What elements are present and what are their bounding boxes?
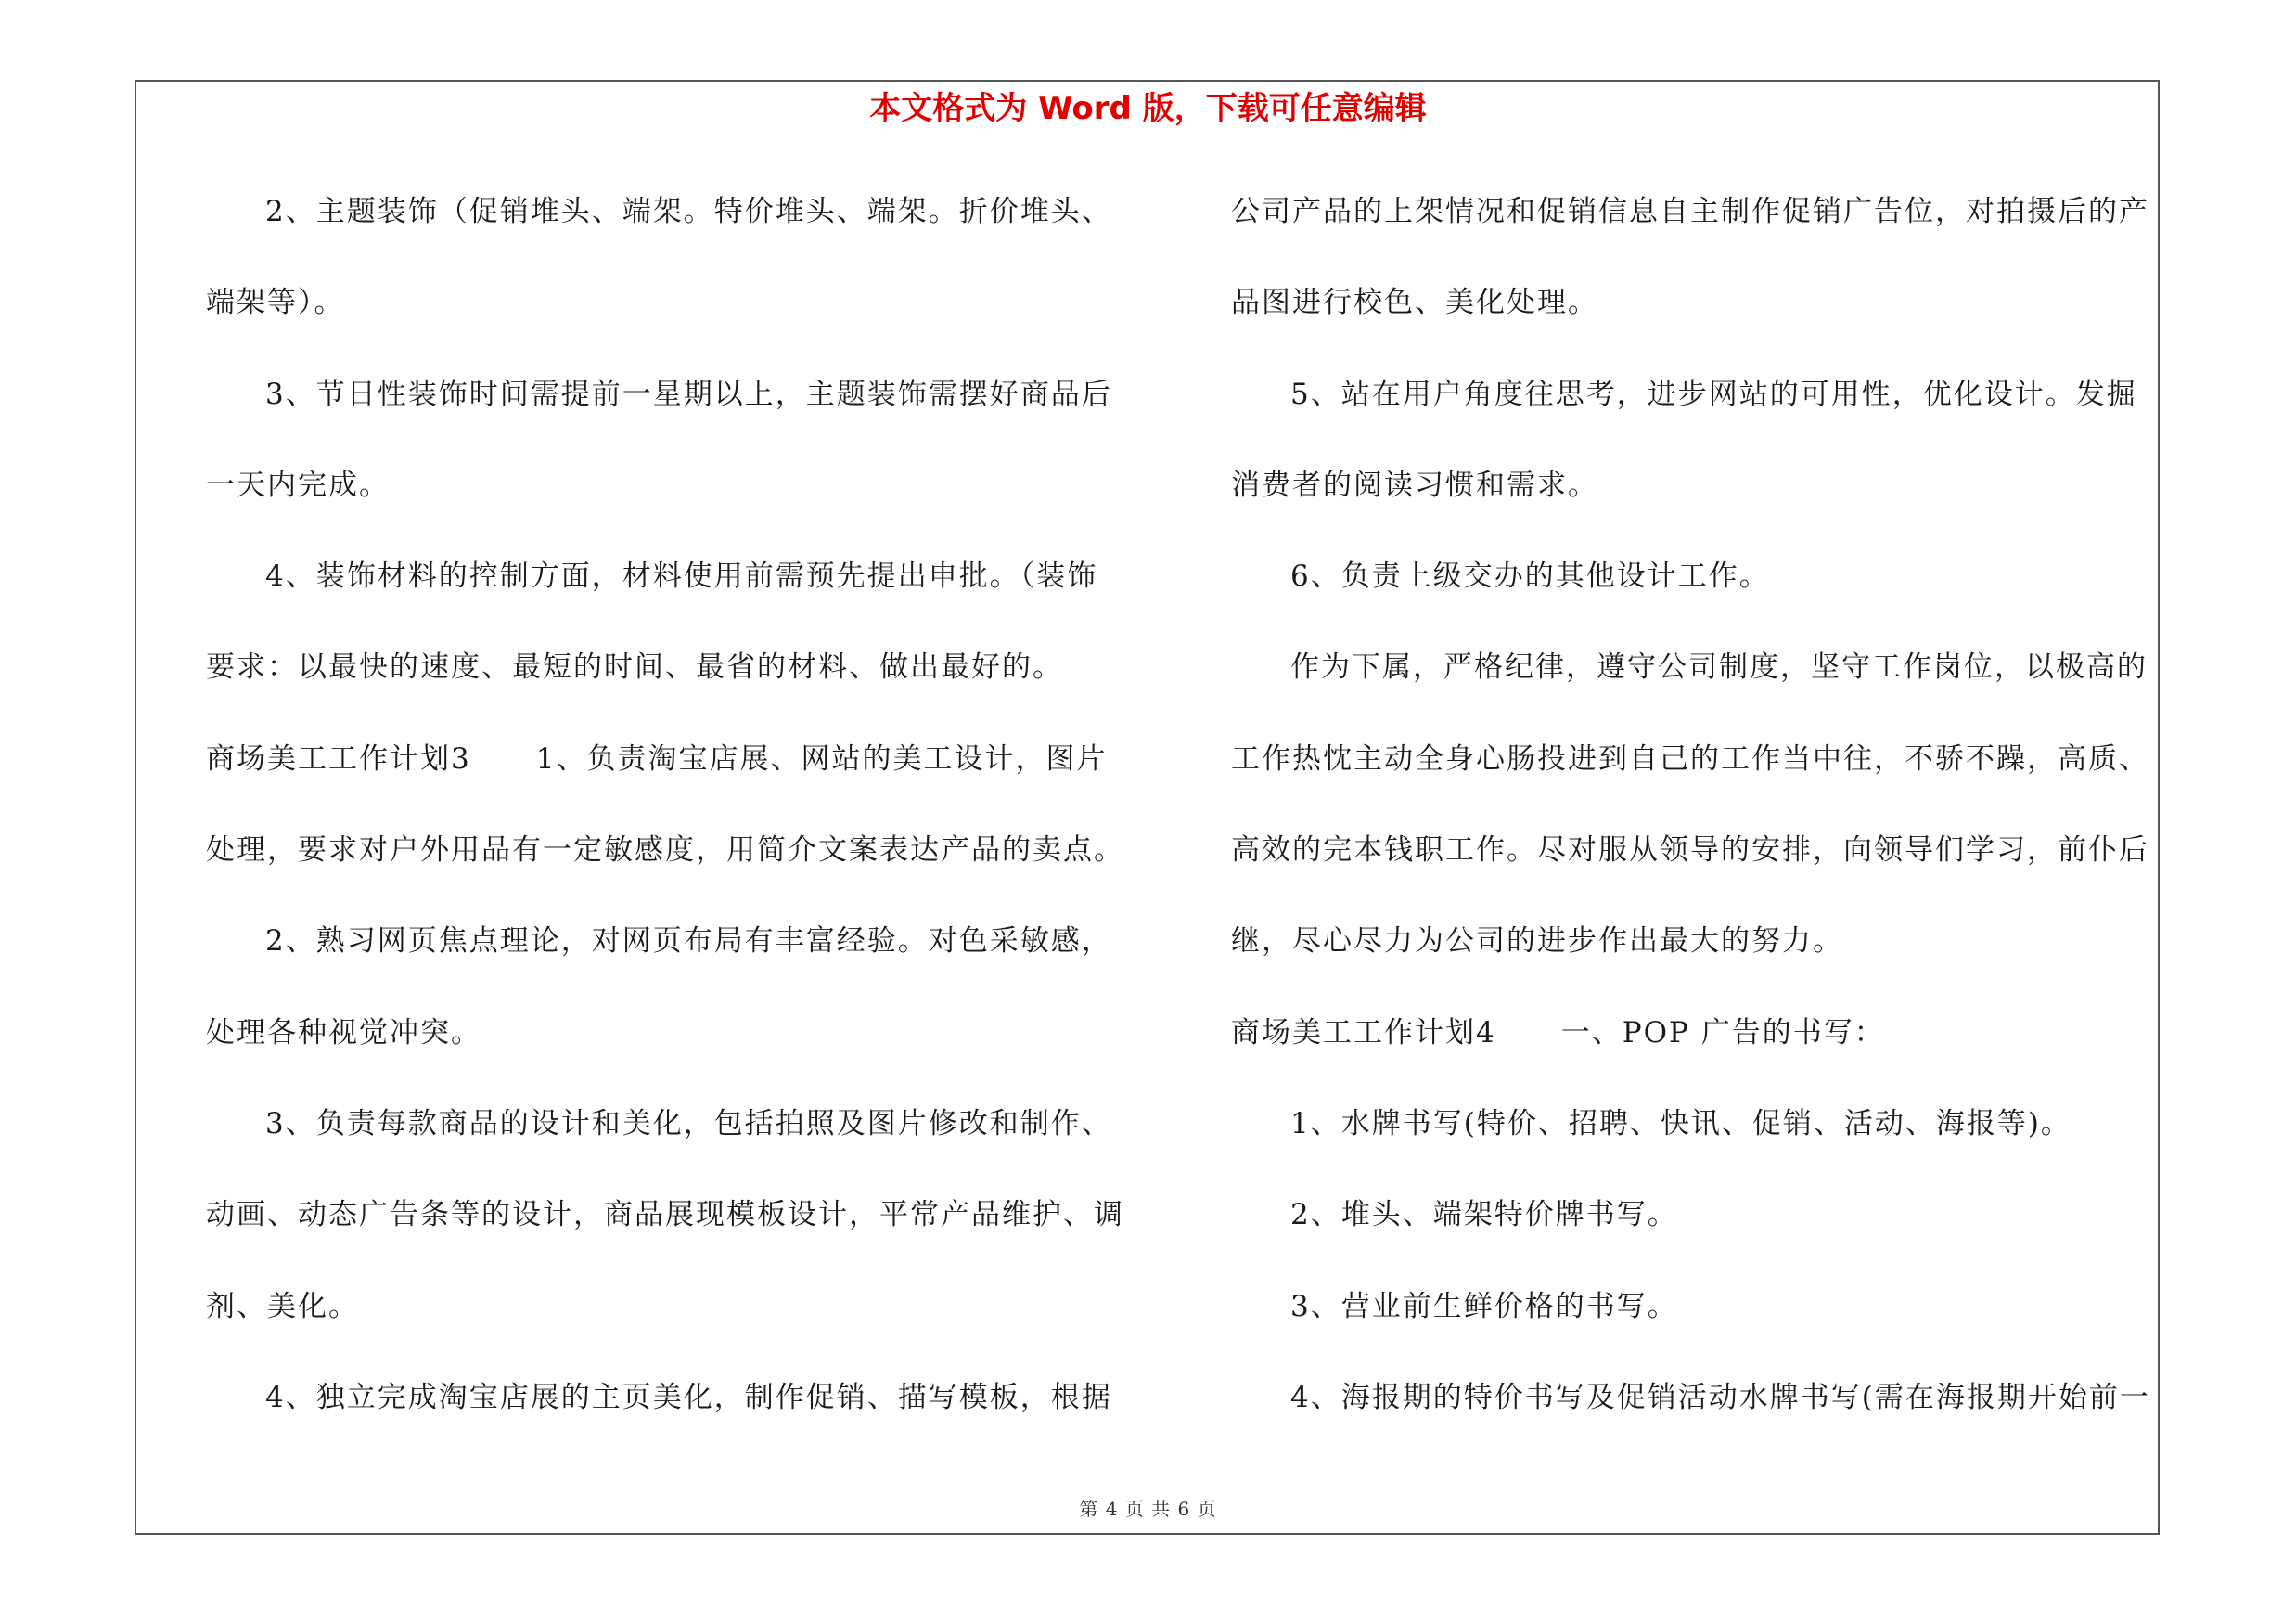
line-text: 端架等）。: [206, 286, 345, 320]
text-line: [206, 546, 1145, 637]
line-text: 消费者的阅读习惯和需求。: [1231, 468, 1598, 502]
line-text: 1、负责淘宝店展、网站的美工设计，图片: [535, 741, 1108, 776]
line-text: 处理各种视觉冲突。: [206, 1015, 481, 1050]
line-text: 3、负责每款商品的设计和美化，包括拍照及图片修改和制作、: [265, 1106, 1112, 1140]
text-line: [206, 272, 1145, 363]
text-line: [1231, 910, 2159, 1001]
page-number: 第 4 页 共 6 页: [1079, 1498, 1217, 1520]
text-line: [206, 1276, 1145, 1367]
text-line: [1231, 1184, 2159, 1275]
left-text-column: [206, 181, 1145, 1458]
text-line: [1231, 364, 2159, 455]
text-line: [1231, 1367, 2159, 1458]
line-text: 品图进行校色、美化处理。: [1231, 286, 1598, 320]
text-line: [206, 1002, 1145, 1093]
text-line: [1231, 819, 2159, 910]
line-text: 一、POP 广告的书写：: [1560, 1015, 1885, 1050]
text-line: [1231, 546, 2159, 637]
text-line: [1231, 272, 2159, 363]
text-line: [206, 1367, 1145, 1458]
line-text: 1、水牌书写(特价、招聘、快讯、促销、活动、海报等)。: [1290, 1106, 2072, 1140]
right-text-column: [1231, 181, 2159, 1458]
line-text: 3、营业前生鲜价格的书写。: [1290, 1289, 1678, 1323]
text-line: [206, 1184, 1145, 1275]
text-line: [206, 1093, 1145, 1184]
line-text: 4、独立完成淘宝店展的主页美化，制作促销、描写模板，根据: [265, 1380, 1112, 1414]
text-line: [1231, 728, 2159, 819]
line-text: 6、负责上级交办的其他设计工作。: [1290, 560, 1770, 594]
text-line: [206, 181, 1145, 272]
format-banner: 本文格式为 Word 版，下载可任意编辑: [869, 90, 1427, 127]
line-text: 工作热忱主动全身心肠投进到自己的工作当中往，不骄不躁，高质、: [1231, 741, 2149, 776]
line-text: 2、熟习网页焦点理论，对网页布局有丰富经验。对色采敏感，: [265, 924, 1112, 959]
text-line: [1231, 181, 2159, 272]
text-line: [1231, 455, 2159, 546]
text-line: [1231, 1002, 2159, 1093]
line-text: 高效的完本钱职工作。尽对服从领导的安排，向领导们学习，前仆后: [1231, 833, 2149, 868]
section-heading: 商场美工工作计划3: [206, 741, 471, 776]
text-line: [1231, 1276, 2159, 1367]
line-text: 4、装饰材料的控制方面，材料使用前需预先提出申批。（装饰: [265, 560, 1098, 594]
line-text: 继，尽心尽力为公司的进步作出最大的努力。: [1231, 924, 1843, 959]
line-text: 3、节日性装饰时间需提前一星期以上，主题装饰需摆好商品后: [265, 377, 1112, 411]
line-text: 剂、美化。: [206, 1289, 359, 1323]
line-text: 5、站在用户角度往思考，进步网站的可用性，优化设计。发掘: [1290, 377, 2137, 411]
line-text: 一天内完成。: [206, 468, 390, 502]
section-heading: 商场美工工作计划4: [1231, 1015, 1496, 1050]
text-line: [206, 455, 1145, 546]
text-line: [206, 728, 1145, 819]
text-line: [206, 364, 1145, 455]
text-line: [206, 819, 1145, 910]
line-text: 作为下属，严格纪律，遵守公司制度，坚守工作岗位，以极高的: [1290, 650, 2148, 685]
text-line: [1231, 637, 2159, 728]
line-text: 2、堆头、端架特价牌书写。: [1290, 1198, 1678, 1232]
line-text: 要求：以最快的速度、最短的时间、最省的材料、做出最好的。: [206, 650, 1063, 685]
line-text: 公司产品的上架情况和促销信息自主制作促销广告位，对拍摄后的产: [1231, 195, 2149, 228]
line-text: 处理，要求对户外用品有一定敏感度，用简介文案表达产品的卖点。: [206, 833, 1124, 868]
text-line: [1231, 1093, 2159, 1184]
text-line: [206, 910, 1145, 1001]
line-text: 4、海报期的特价书写及促销活动水牌书写(需在海报期开始前一: [1290, 1380, 2150, 1414]
line-text: 动画、动态广告条等的设计，商品展现模板设计，平常产品维护、调: [206, 1198, 1124, 1232]
line-text: 2、主题装饰（促销堆头、端架。特价堆头、端架。折价堆头、: [265, 195, 1112, 228]
text-line: [206, 637, 1145, 728]
